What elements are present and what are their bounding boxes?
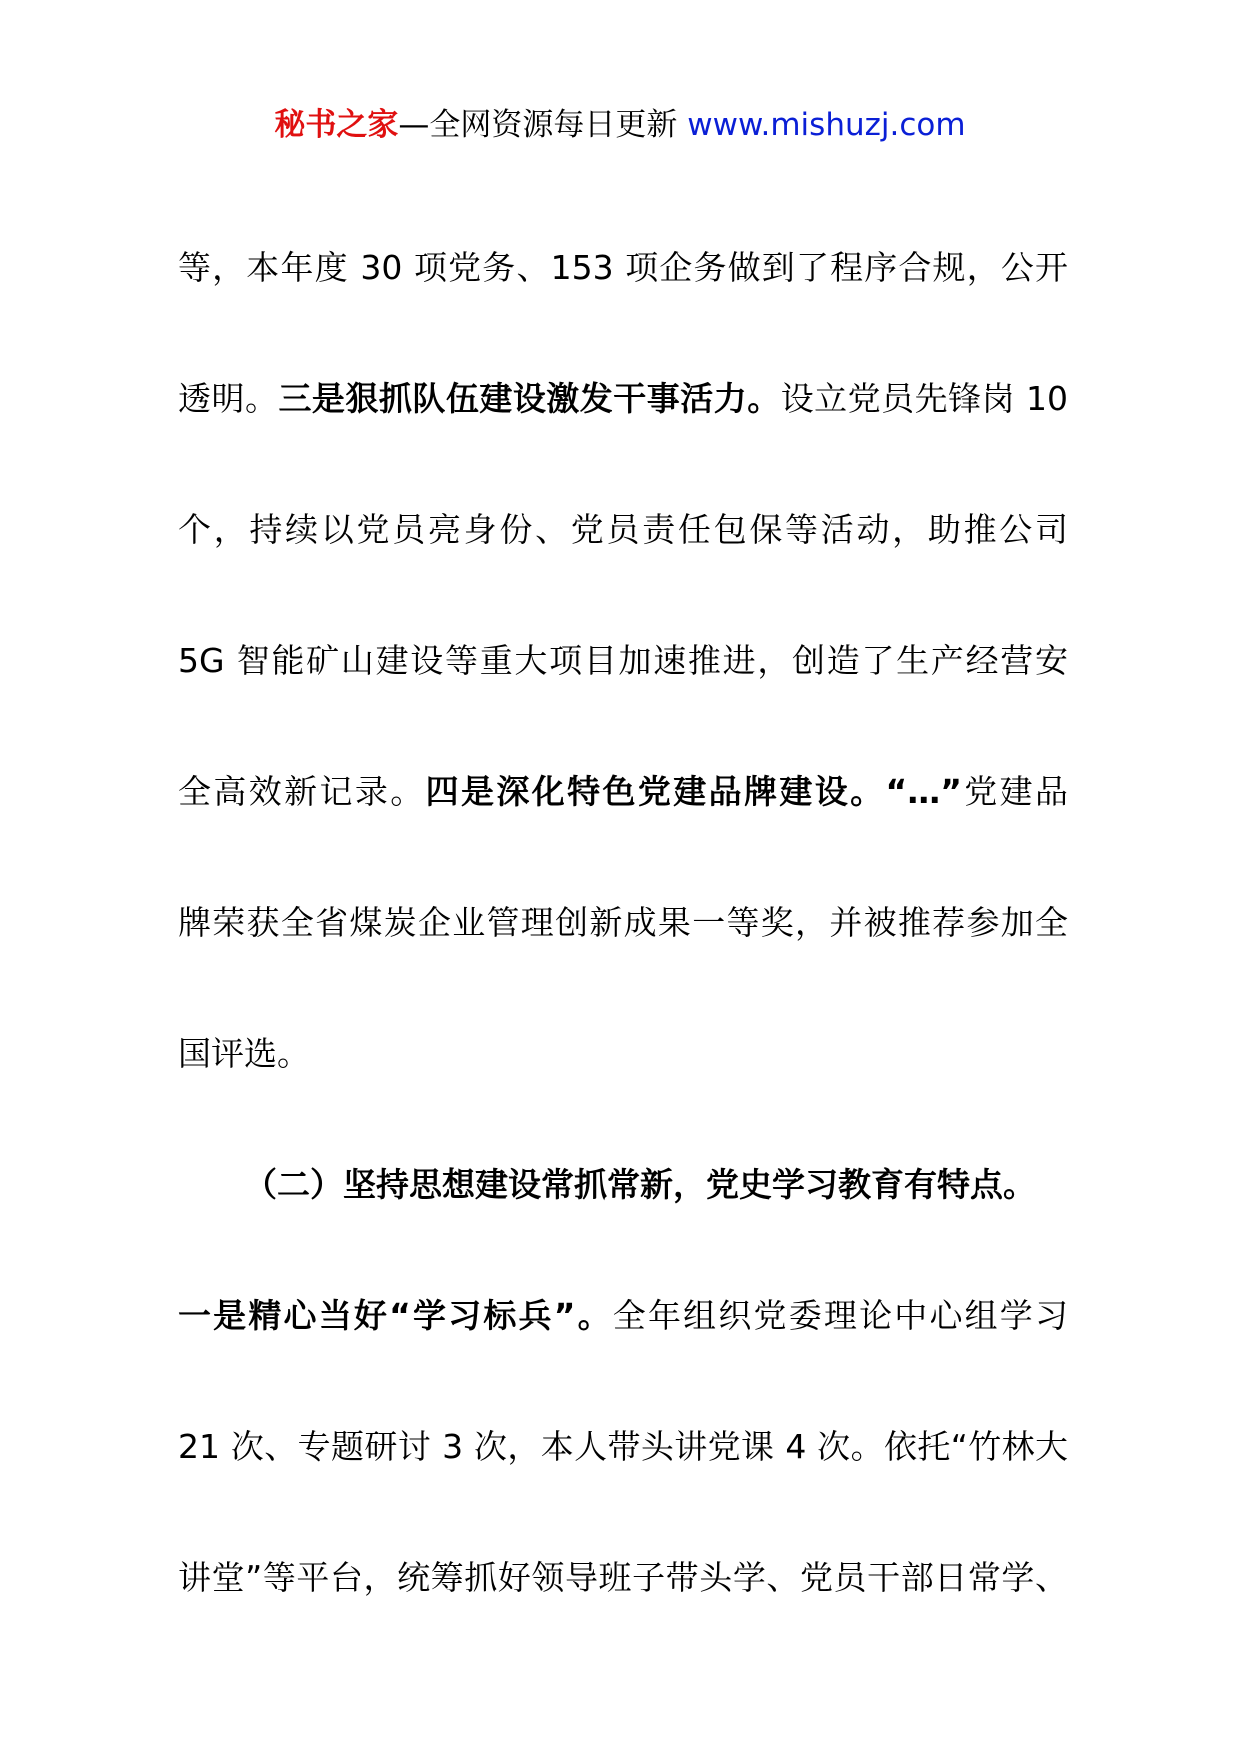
body-line: 等，本年度 30 项党务、153 项企务做到了程序合规，公开 (178, 248, 1068, 287)
bold-subheading: 三是狠抓队伍建设激发干事活力。 (278, 379, 781, 418)
document-body (178, 202, 1068, 1643)
bold-subheading: 四是深化特色党建品牌建设。 (425, 772, 886, 811)
bold-subheading: 一是精心当好“学习标兵”。 (178, 1296, 613, 1335)
body-line: 国评选。 (178, 1034, 310, 1073)
body-line: 5G 智能矿山建设等重大项目加速推进，创造了生产经营安 (178, 641, 1068, 680)
body-line (178, 726, 1068, 857)
body-line: 牌荣获全省煤炭企业管理创新成果一等奖，并被推荐参加全 (178, 903, 1068, 942)
body-line: 个，持续以党员亮身份、党员责任包保等活动，助推公司 (178, 510, 1068, 549)
site-url-link[interactable]: www.mishuzj.com (687, 107, 966, 143)
site-name: 秘书之家 (274, 107, 399, 143)
page-header (0, 100, 1240, 150)
body-text-segment: 全年组织党委理论中心组学习 (612, 1296, 1068, 1335)
body-line (178, 333, 1068, 464)
header-tagline: —全网资源每日更新 (398, 107, 688, 143)
bold-quote: “…” (885, 772, 962, 811)
body-text-segment: 透明。 (178, 379, 279, 418)
section-heading: （二）坚持思想建设常抓常新，党史学习教育有特点。 (244, 1165, 1036, 1204)
body-line: 讲堂”等平台，统筹抓好领导班子带头学、党员干部日常学、 (178, 1558, 1068, 1597)
body-line: 21 次、专题研讨 3 次，本人带头讲党课 4 次。依托“竹林大 (178, 1427, 1068, 1466)
body-text-segment: 全高效新记录。 (178, 772, 426, 811)
body-line (178, 1250, 1068, 1381)
body-text-segment: 党建品 (961, 772, 1069, 811)
body-text-segment: 设立党员先锋岗 10 (780, 379, 1069, 418)
